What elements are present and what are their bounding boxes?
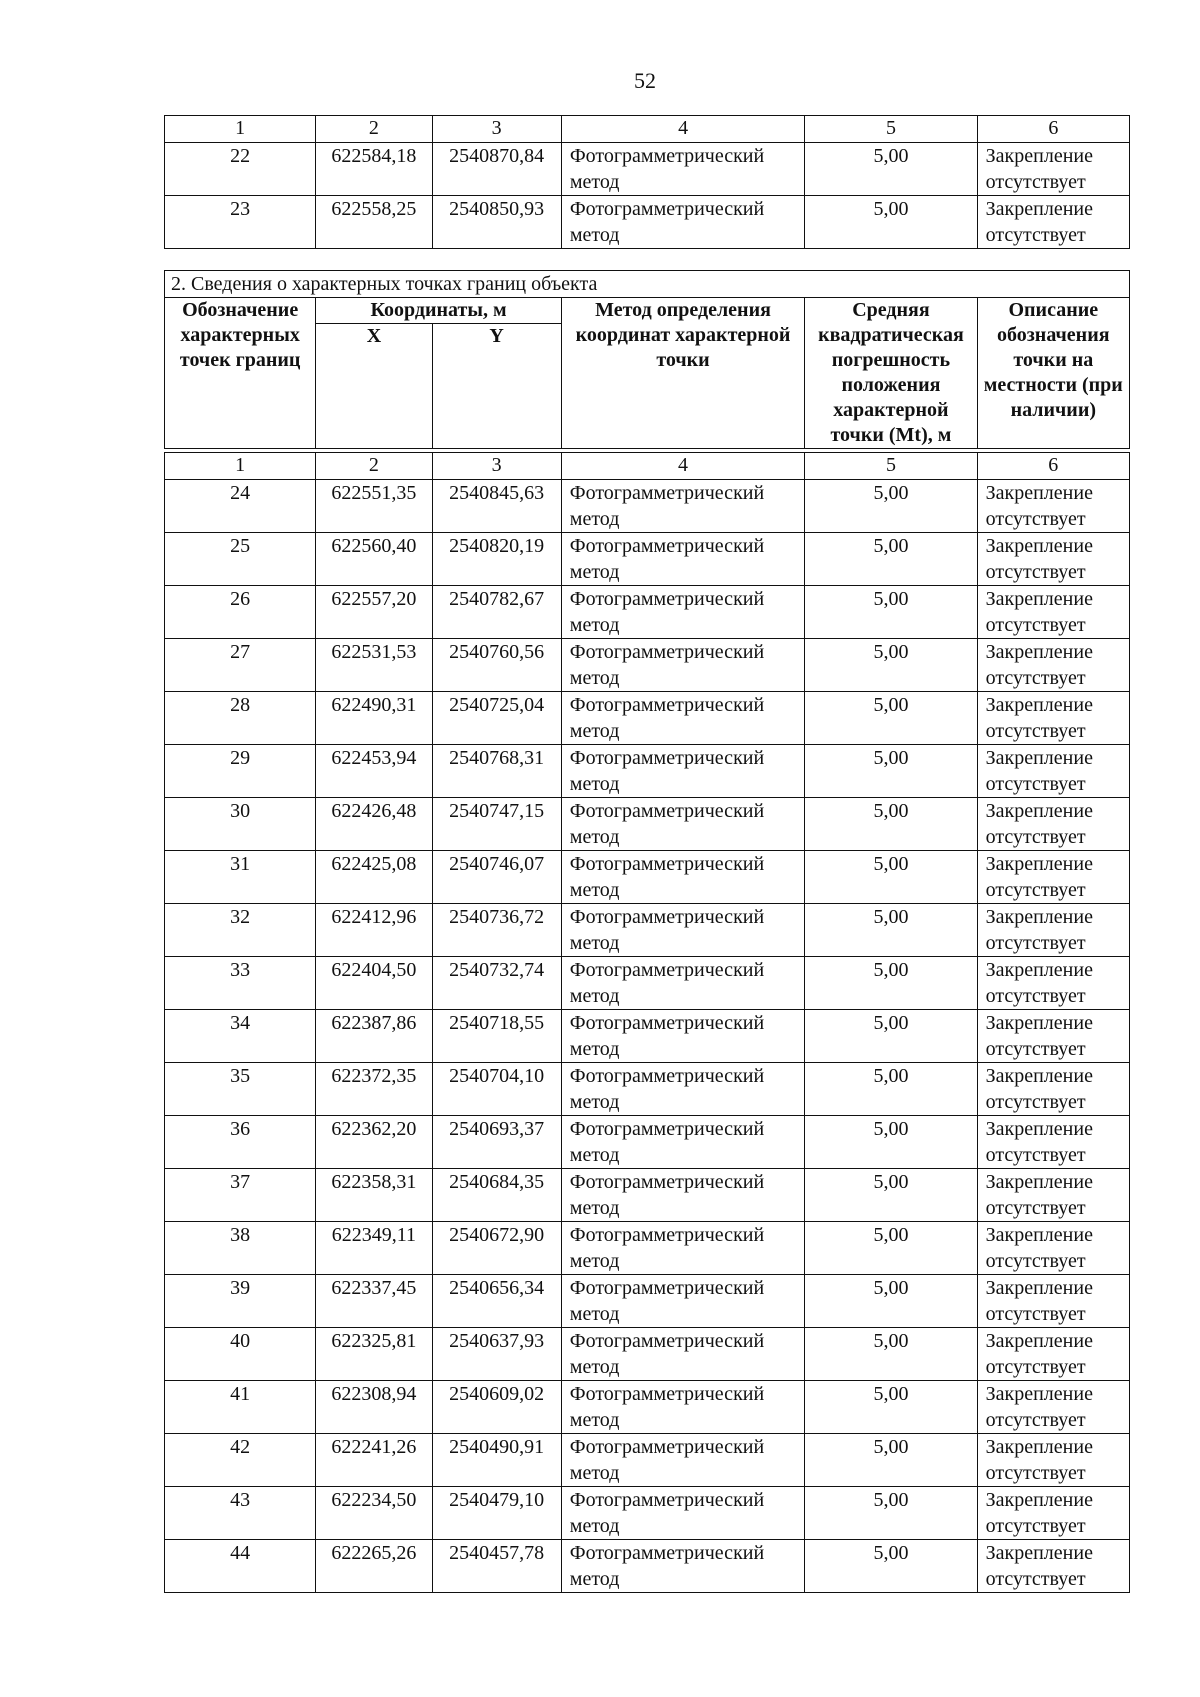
point-id: 29 (165, 745, 316, 798)
mean-square-error: 5,00 (805, 1328, 977, 1381)
method: Фотограмметрический метод (561, 1434, 804, 1487)
point-description: Закрепление отсутствует (977, 1540, 1129, 1593)
column-number: 1 (165, 453, 316, 480)
table-row (165, 1275, 1130, 1328)
method: Фотограмметрический метод (561, 1328, 804, 1381)
y-coordinate: 2540693,37 (432, 1116, 561, 1169)
point-description: Закрепление отсутствует (977, 143, 1129, 196)
point-description: Закрепление отсутствует (977, 851, 1129, 904)
method: Фотограмметрический метод (561, 1063, 804, 1116)
point-description: Закрепление отсутствует (977, 1010, 1129, 1063)
column-number: 6 (977, 453, 1129, 480)
mean-square-error: 5,00 (805, 1169, 977, 1222)
point-id: 34 (165, 1010, 316, 1063)
point-id: 27 (165, 639, 316, 692)
x-coordinate: 622349,11 (316, 1222, 432, 1275)
method: Фотограмметрический метод (561, 639, 804, 692)
table-row (165, 1540, 1130, 1593)
x-coordinate: 622325,81 (316, 1328, 432, 1381)
column-number: 5 (805, 453, 977, 480)
method: Фотограмметрический метод (561, 904, 804, 957)
y-coordinate: 2540736,72 (432, 904, 561, 957)
point-id: 38 (165, 1222, 316, 1275)
table-row (165, 1381, 1130, 1434)
y-coordinate: 2540820,19 (432, 533, 561, 586)
column-number: 3 (432, 116, 561, 143)
point-description: Закрепление отсутствует (977, 745, 1129, 798)
mean-square-error: 5,00 (805, 745, 977, 798)
x-coordinate: 622308,94 (316, 1381, 432, 1434)
boundary-points-table (164, 270, 1130, 1593)
point-id: 33 (165, 957, 316, 1010)
y-coordinate: 2540850,93 (432, 196, 561, 249)
y-coordinate: 2540746,07 (432, 851, 561, 904)
column-number: 3 (432, 453, 561, 480)
y-coordinate: 2540637,93 (432, 1328, 561, 1381)
mean-square-error: 5,00 (805, 586, 977, 639)
table-row (165, 957, 1130, 1010)
x-coordinate: 622584,18 (316, 143, 432, 196)
x-coordinate: 622372,35 (316, 1063, 432, 1116)
header-row (165, 298, 1130, 324)
mean-square-error: 5,00 (805, 1010, 977, 1063)
point-id: 32 (165, 904, 316, 957)
table-row (165, 586, 1130, 639)
y-coordinate: 2540490,91 (432, 1434, 561, 1487)
mean-square-error: 5,00 (805, 533, 977, 586)
mean-square-error: 5,00 (805, 692, 977, 745)
x-coordinate: 622426,48 (316, 798, 432, 851)
column-number: 4 (561, 116, 805, 143)
y-coordinate: 2540768,31 (432, 745, 561, 798)
x-coordinate: 622387,86 (316, 1010, 432, 1063)
y-coordinate: 2540656,34 (432, 1275, 561, 1328)
mean-square-error: 5,00 (805, 1275, 977, 1328)
table-row (165, 904, 1130, 957)
point-description: Закрепление отсутствует (977, 957, 1129, 1010)
point-description: Закрепление отсутствует (977, 1487, 1129, 1540)
point-id: 35 (165, 1063, 316, 1116)
point-description: Закрепление отсутствует (977, 1381, 1129, 1434)
column-number: 5 (805, 116, 977, 143)
point-description: Закрепление отсутствует (977, 639, 1129, 692)
page-number: 52 (634, 68, 656, 93)
point-id: 31 (165, 851, 316, 904)
point-description: Закрепление отсутствует (977, 586, 1129, 639)
point-description: Закрепление отсутствует (977, 196, 1129, 249)
method: Фотограмметрический метод (561, 1487, 804, 1540)
method: Фотограмметрический метод (561, 692, 804, 745)
point-id: 36 (165, 1116, 316, 1169)
method: Фотограмметрический метод (561, 745, 804, 798)
method: Фотограмметрический метод (561, 143, 805, 196)
table-row (165, 1487, 1130, 1540)
mean-square-error: 5,00 (805, 1063, 977, 1116)
mean-square-error: 5,00 (805, 1487, 977, 1540)
point-description: Закрепление отсутствует (977, 1116, 1129, 1169)
mean-square-error: 5,00 (805, 196, 977, 249)
method: Фотограмметрический метод (561, 798, 804, 851)
method: Фотограмметрический метод (561, 957, 804, 1010)
y-coordinate: 2540479,10 (432, 1487, 561, 1540)
x-coordinate: 622557,20 (316, 586, 432, 639)
table-row (165, 1010, 1130, 1063)
mean-square-error: 5,00 (805, 1381, 977, 1434)
method: Фотограмметрический метод (561, 1222, 804, 1275)
table-row (165, 1063, 1130, 1116)
header-description: Описание обозначения точки на местности (при наличии) (977, 298, 1129, 449)
point-description: Закрепление отсутствует (977, 480, 1129, 533)
table-row (165, 196, 1130, 249)
point-description: Закрепление отсутствует (977, 798, 1129, 851)
column-number: 4 (561, 453, 804, 480)
point-id: 22 (165, 143, 316, 196)
point-id: 24 (165, 480, 316, 533)
x-coordinate: 622234,50 (316, 1487, 432, 1540)
point-description: Закрепление отсутствует (977, 692, 1129, 745)
column-number-row (165, 453, 1130, 480)
table-row (165, 745, 1130, 798)
x-coordinate: 622404,50 (316, 957, 432, 1010)
column-number: 6 (977, 116, 1129, 143)
x-coordinate: 622241,26 (316, 1434, 432, 1487)
header-y: Y (432, 324, 561, 449)
method: Фотограмметрический метод (561, 1275, 804, 1328)
mean-square-error: 5,00 (805, 143, 977, 196)
point-description: Закрепление отсутствует (977, 1434, 1129, 1487)
mean-square-error: 5,00 (805, 1540, 977, 1593)
table-row (165, 851, 1130, 904)
header-error: Средняя квадратическая погрешность положения характерной точки (Mt), м (805, 298, 977, 449)
section-title: 2. Сведения о характерных точках границ объекта (165, 271, 1130, 298)
header-designation: Обозначение характерных точек границ (165, 298, 316, 449)
point-id: 25 (165, 533, 316, 586)
y-coordinate: 2540845,63 (432, 480, 561, 533)
point-id: 41 (165, 1381, 316, 1434)
x-coordinate: 622560,40 (316, 533, 432, 586)
mean-square-error: 5,00 (805, 957, 977, 1010)
y-coordinate: 2540457,78 (432, 1540, 561, 1593)
table-row (165, 1222, 1130, 1275)
method: Фотограмметрический метод (561, 1381, 804, 1434)
x-coordinate: 622425,08 (316, 851, 432, 904)
header-x: X (316, 324, 432, 449)
table-row (165, 692, 1130, 745)
point-id: 26 (165, 586, 316, 639)
mean-square-error: 5,00 (805, 1116, 977, 1169)
method: Фотограмметрический метод (561, 1116, 804, 1169)
table-row (165, 1169, 1130, 1222)
y-coordinate: 2540760,56 (432, 639, 561, 692)
point-id: 30 (165, 798, 316, 851)
table-row (165, 1116, 1130, 1169)
y-coordinate: 2540684,35 (432, 1169, 561, 1222)
y-coordinate: 2540732,74 (432, 957, 561, 1010)
point-description: Закрепление отсутствует (977, 1222, 1129, 1275)
y-coordinate: 2540782,67 (432, 586, 561, 639)
point-description: Закрепление отсутствует (977, 1328, 1129, 1381)
x-coordinate: 622551,35 (316, 480, 432, 533)
method: Фотограмметрический метод (561, 1169, 804, 1222)
method: Фотограмметрический метод (561, 480, 804, 533)
mean-square-error: 5,00 (805, 480, 977, 533)
x-coordinate: 622531,53 (316, 639, 432, 692)
x-coordinate: 622490,31 (316, 692, 432, 745)
method: Фотограмметрический метод (561, 196, 805, 249)
y-coordinate: 2540718,55 (432, 1010, 561, 1063)
point-description: Закрепление отсутствует (977, 1169, 1129, 1222)
point-id: 37 (165, 1169, 316, 1222)
points-table-continued (164, 115, 1130, 249)
column-number: 1 (165, 116, 316, 143)
point-description: Закрепление отсутствует (977, 1275, 1129, 1328)
y-coordinate: 2540725,04 (432, 692, 561, 745)
table-row (165, 533, 1130, 586)
point-description: Закрепление отсутствует (977, 904, 1129, 957)
mean-square-error: 5,00 (805, 639, 977, 692)
y-coordinate: 2540704,10 (432, 1063, 561, 1116)
x-coordinate: 622337,45 (316, 1275, 432, 1328)
point-id: 23 (165, 196, 316, 249)
mean-square-error: 5,00 (805, 851, 977, 904)
method: Фотограмметрический метод (561, 586, 804, 639)
method: Фотограмметрический метод (561, 1010, 804, 1063)
header-method: Метод определения координат характерной точки (561, 298, 804, 449)
column-number: 2 (316, 453, 432, 480)
x-coordinate: 622265,26 (316, 1540, 432, 1593)
point-description: Закрепление отсутствует (977, 533, 1129, 586)
table-row (165, 798, 1130, 851)
method: Фотограмметрический метод (561, 851, 804, 904)
method: Фотограмметрический метод (561, 533, 804, 586)
point-description: Закрепление отсутствует (977, 1063, 1129, 1116)
point-id: 28 (165, 692, 316, 745)
point-id: 42 (165, 1434, 316, 1487)
point-id: 44 (165, 1540, 316, 1593)
column-number: 2 (316, 116, 432, 143)
table-row (165, 1434, 1130, 1487)
y-coordinate: 2540672,90 (432, 1222, 561, 1275)
column-number-row (165, 116, 1130, 143)
mean-square-error: 5,00 (805, 904, 977, 957)
point-id: 39 (165, 1275, 316, 1328)
y-coordinate: 2540609,02 (432, 1381, 561, 1434)
y-coordinate: 2540870,84 (432, 143, 561, 196)
method: Фотограмметрический метод (561, 1540, 804, 1593)
header-coordinates: Координаты, м (316, 298, 561, 324)
mean-square-error: 5,00 (805, 1434, 977, 1487)
x-coordinate: 622358,31 (316, 1169, 432, 1222)
x-coordinate: 622412,96 (316, 904, 432, 957)
table-row (165, 480, 1130, 533)
mean-square-error: 5,00 (805, 798, 977, 851)
x-coordinate: 622362,20 (316, 1116, 432, 1169)
point-id: 43 (165, 1487, 316, 1540)
table-row (165, 1328, 1130, 1381)
y-coordinate: 2540747,15 (432, 798, 561, 851)
x-coordinate: 622558,25 (316, 196, 432, 249)
x-coordinate: 622453,94 (316, 745, 432, 798)
point-id: 40 (165, 1328, 316, 1381)
table-row (165, 639, 1130, 692)
section-title-row (165, 271, 1130, 298)
table-row (165, 143, 1130, 196)
mean-square-error: 5,00 (805, 1222, 977, 1275)
